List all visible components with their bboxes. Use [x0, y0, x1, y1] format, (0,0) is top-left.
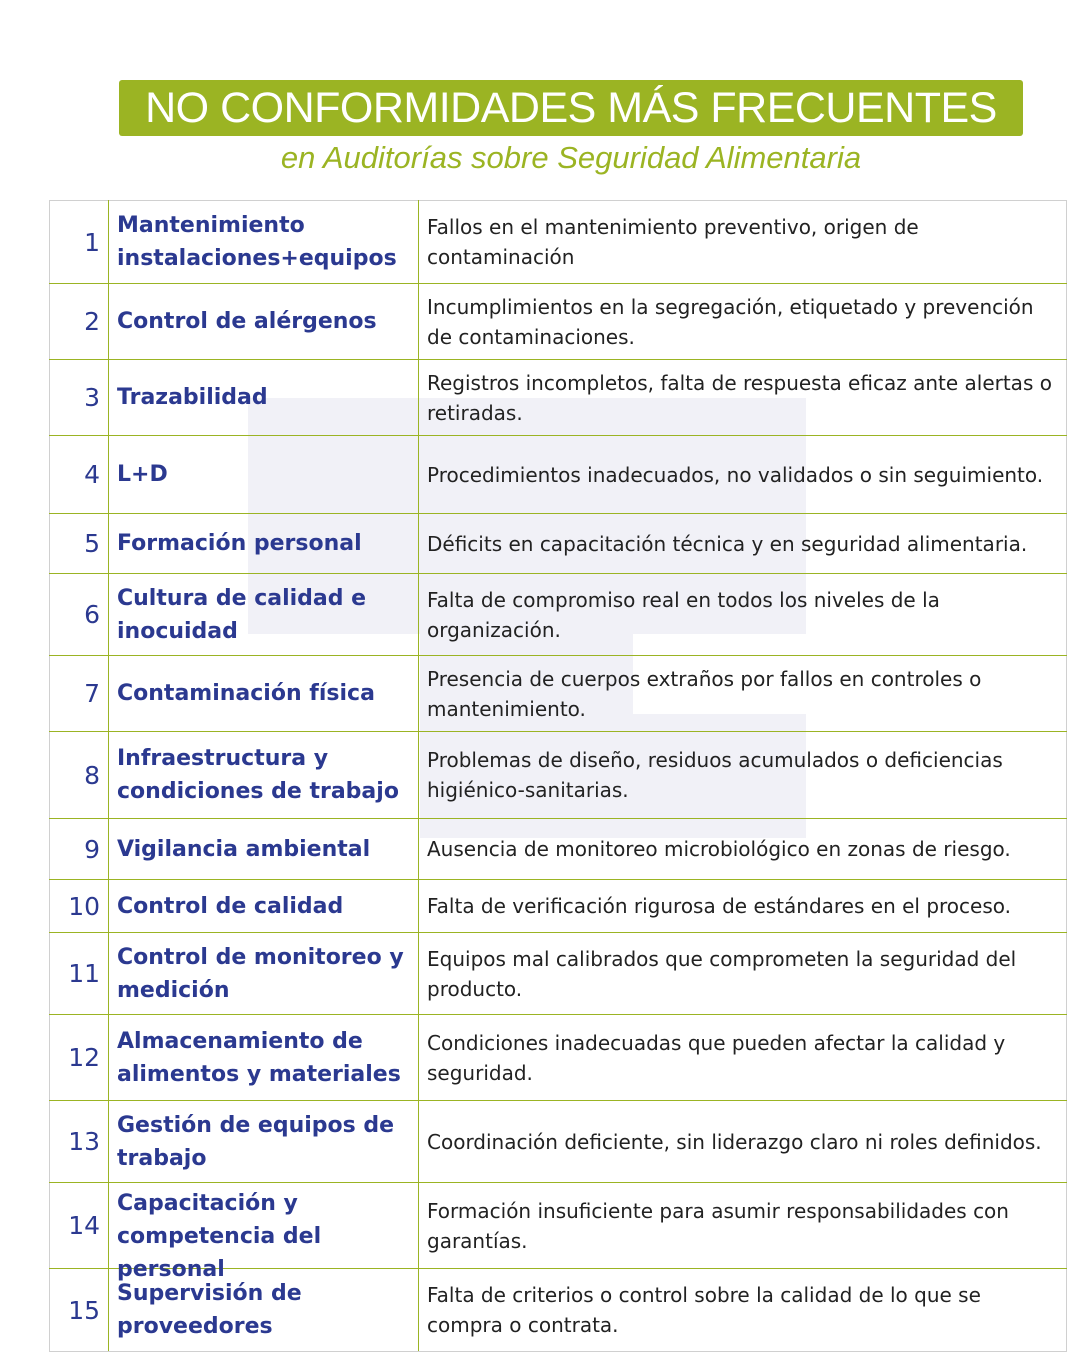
row-category — [109, 1183, 419, 1282]
row-category — [109, 1269, 419, 1352]
table-row — [50, 1269, 1067, 1352]
row-category-text: Almacenamiento de alimentos y materiales — [117, 1028, 401, 1087]
row-number: 4 — [50, 436, 109, 514]
row-category-text: Trazabilidad — [117, 385, 268, 410]
table-row — [50, 933, 1067, 1015]
row-category — [109, 514, 419, 574]
row-description: Incumplimientos en la segregación, etiquetado y prevención de contaminaciones. — [419, 284, 1067, 360]
row-category-text: Formación personal — [117, 531, 362, 556]
row-category-text: Capacitación y competencia del personal — [117, 1190, 322, 1282]
table-row — [50, 1101, 1067, 1183]
row-description: Falta de compromiso real en todos los niveles de la organización. — [419, 574, 1067, 656]
row-category — [109, 732, 419, 819]
row-number: 8 — [50, 732, 109, 819]
row-description: Problemas de diseño, residuos acumulados o deficiencias higiénico-sanitarias. — [419, 732, 1067, 819]
row-number: 12 — [50, 1015, 109, 1101]
row-category — [109, 436, 419, 514]
row-category-text: Control de calidad — [117, 893, 344, 919]
row-number: 3 — [50, 360, 109, 436]
table-row — [50, 656, 1067, 732]
row-description: Equipos mal calibrados que comprometen la seguridad del producto. — [419, 933, 1067, 1015]
row-category-text: L+D — [117, 462, 168, 487]
row-category-text: Control de monitoreo y medición — [117, 944, 404, 1003]
row-number: 11 — [50, 933, 109, 1015]
row-number: 6 — [50, 574, 109, 656]
row-category — [109, 819, 419, 880]
row-category-text: Supervisión de proveedores — [117, 1281, 302, 1339]
table-row — [50, 1015, 1067, 1101]
row-category-text: Cultura de calidad e inocuidad — [117, 585, 367, 644]
row-category — [109, 1101, 419, 1183]
row-number: 2 — [50, 284, 109, 360]
page-title: NO CONFORMIDADES MÁS FRECUENTES — [145, 83, 997, 132]
table-row — [50, 436, 1067, 514]
row-number: 14 — [50, 1183, 109, 1269]
table-row — [50, 360, 1067, 436]
title-banner — [119, 80, 1023, 136]
table-row — [50, 284, 1067, 360]
row-number: 9 — [50, 819, 109, 880]
row-number: 5 — [50, 514, 109, 574]
row-category — [109, 284, 419, 360]
row-description: Formación insuficiente para asumir responsabilidades con garantías. — [419, 1183, 1067, 1269]
row-category — [109, 574, 419, 656]
row-category — [109, 656, 419, 732]
row-description: Falta de criterios o control sobre la calidad de lo que se compra o contrata. — [419, 1269, 1067, 1352]
row-description: Déficits en capacitación técnica y en seguridad alimentaria. — [419, 514, 1067, 574]
row-description: Presencia de cuerpos extraños por fallos en controles o mantenimiento. — [419, 656, 1067, 732]
table-row — [50, 819, 1067, 880]
row-category — [109, 360, 419, 436]
table-row — [50, 880, 1067, 933]
row-description: Falta de verificación rigurosa de estándares en el proceso. — [419, 880, 1067, 933]
table-row — [50, 732, 1067, 819]
row-category — [109, 1015, 419, 1101]
row-category-text: Infraestructura y condiciones de trabajo — [117, 746, 399, 804]
row-number: 13 — [50, 1101, 109, 1183]
nonconformities-table — [49, 200, 1067, 1352]
row-category-text: Control de alérgenos — [117, 309, 377, 334]
row-description: Registros incompletos, falta de respuesta eficaz ante alertas o retiradas. — [419, 360, 1067, 436]
row-number: 15 — [50, 1269, 109, 1352]
table-row — [50, 201, 1067, 284]
table-row — [50, 1183, 1067, 1269]
row-description: Ausencia de monitoreo microbiológico en zonas de riesgo. — [419, 819, 1067, 880]
row-description: Coordinación deficiente, sin liderazgo claro ni roles definidos. — [419, 1101, 1067, 1183]
row-category-text: Vigilancia ambiental — [117, 836, 371, 862]
row-category — [109, 201, 419, 284]
row-description: Procedimientos inadecuados, no validados o sin seguimiento. — [419, 436, 1067, 514]
row-description: Fallos en el mantenimiento preventivo, origen de contaminación — [419, 201, 1067, 284]
row-category-text: Contaminación física — [117, 681, 375, 706]
row-number: 10 — [50, 880, 109, 933]
row-category-text: Mantenimiento instalaciones+equipos — [117, 213, 397, 271]
row-description: Condiciones inadecuadas que pueden afectar la calidad y seguridad. — [419, 1015, 1067, 1101]
row-number: 1 — [50, 201, 109, 284]
row-number: 7 — [50, 656, 109, 732]
row-category — [109, 933, 419, 1015]
page-subtitle: en Auditorías sobre Seguridad Alimentaria — [280, 140, 862, 175]
table-row — [50, 514, 1067, 574]
row-category-text: Gestión de equipos de trabajo — [117, 1112, 395, 1171]
table-row — [50, 574, 1067, 656]
row-category — [109, 880, 419, 933]
